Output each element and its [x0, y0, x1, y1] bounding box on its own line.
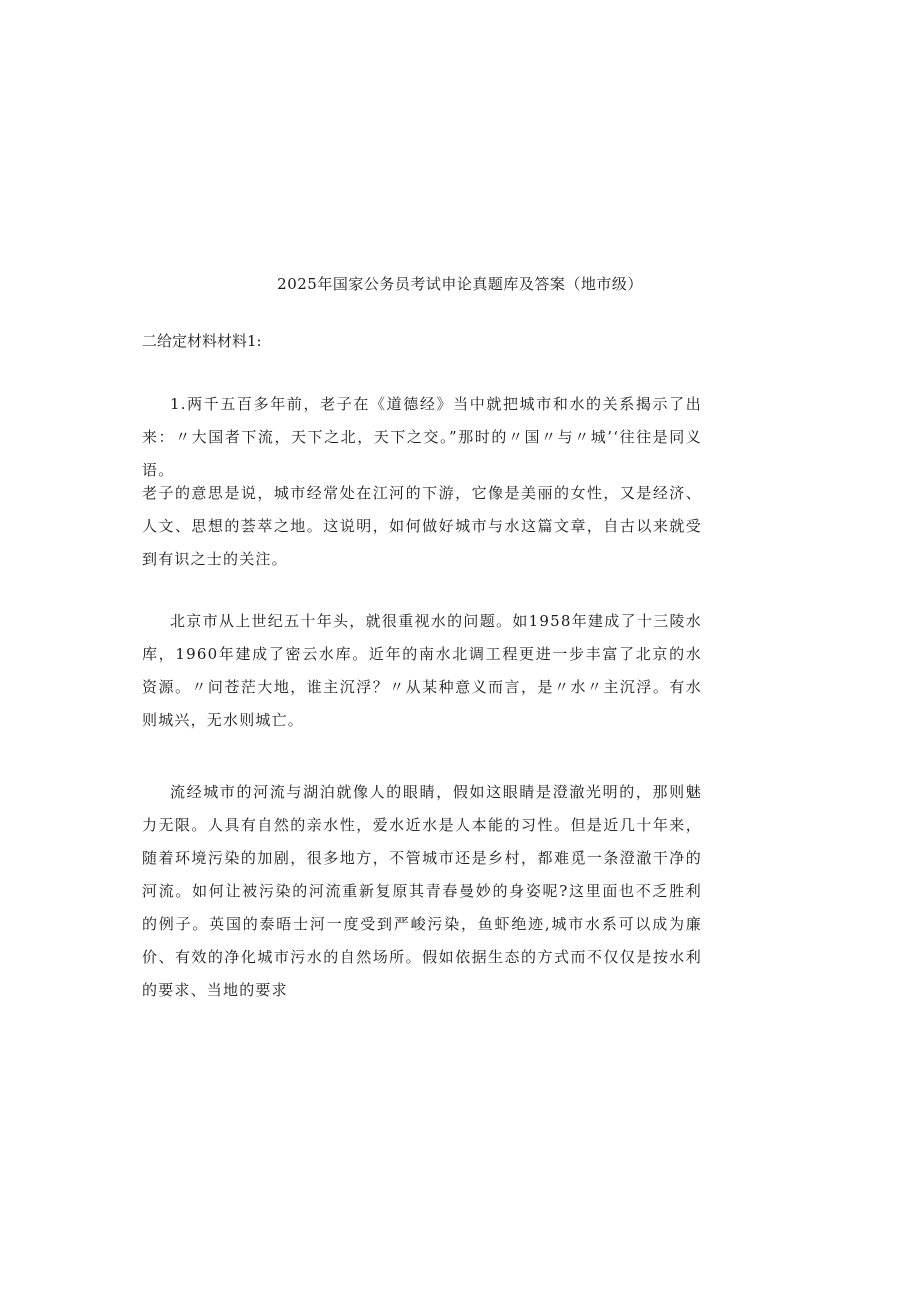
paragraph-3: 北京市从上世纪五十年头，就很重视水的问题。如1958年建成了十三陵水库，1960年建成了密云水库。近年的南水北调工程更进一步丰富了北京的水资源。〃问苍茫大地，谁主沉浮？〃从某种意义而言，是〃水〃主沉浮。有水则城兴，无水则城亡。: [142, 612, 702, 729]
document-title: 2025年国家公务员考试申论真题库及答案（地市级）: [277, 275, 643, 293]
paragraph-1: 1.两千五百多年前，老子在《道德经》当中就把城市和水的关系揭示了出来：〃大国者下流，天下之北，天下之交。”那时的〃国〃与〃城’‘往往是同义语。: [142, 395, 702, 479]
paragraph-2: 老子的意思是说，城市经常处在江河的下游，它像是美丽的女性，又是经济、人文、思想的荟萃之地。这说明，如何做好城市与水这篇文章，自古以来就受到有识之士的关注。: [142, 484, 702, 568]
paragraph-4: 流经城市的河流与湖泊就像人的眼睛，假如这眼睛是澄澈光明的，那则魅力无限。人具有自然的亲水性，爱水近水是人本能的习性。但是近几十年来，随着环境污染的加剧，很多地方，不管城市还是乡村，都难觅一条澄澈干净的河流。如何让被污染的河流重新复原其青春曼妙的身姿呢?这里面也不乏胜利的例子。英国的泰晤士河一度受到严峻污染，鱼虾绝迹,城市水系可以成为廉价、有效的净化城市污水的自然场所。假如依据生态的方式而不仅仅是按水利的要求、当地的要求: [142, 783, 702, 999]
section-heading: 二给定材料材料1:: [142, 332, 262, 350]
